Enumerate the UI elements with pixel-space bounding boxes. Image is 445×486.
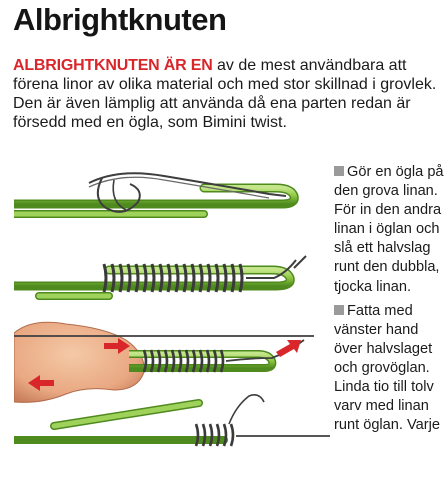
hand-shape bbox=[14, 322, 144, 402]
step-2-text: Fatta med vänster hand över halvslaget och grovöglan. Linda tio till tolv varv med linan runt öglan. Varje bbox=[334, 302, 441, 434]
step-2 bbox=[334, 302, 444, 436]
step-1 bbox=[334, 163, 444, 297]
instruction-column bbox=[334, 163, 444, 440]
bullet-square-icon bbox=[334, 166, 344, 176]
intro-body: av de mest användbara att förena linor av olika material och med stor skillnad i grovlek. Den är även lämplig att använda då ena parten redan är försedd med en ögla, som Bimini twist. bbox=[13, 57, 437, 131]
red-arrow-icon bbox=[276, 340, 301, 357]
knot-step-2-drawing bbox=[14, 256, 306, 296]
knot-step-4-drawing bbox=[14, 395, 330, 446]
knot-illustration bbox=[14, 158, 330, 486]
knot-step-3-drawing bbox=[14, 322, 314, 402]
intro-lead: ALBRIGHTKNUTEN ÄR EN bbox=[13, 57, 213, 74]
step-1-text: Gör en ögla på den grova linan. För in den andra linan i öglan och slå ett halvslag runt den dubbla, tjocka linan. bbox=[334, 164, 444, 295]
intro-paragraph bbox=[13, 56, 438, 132]
knot-step-1-drawing bbox=[14, 173, 294, 214]
article-title: Albrightknuten bbox=[13, 2, 227, 37]
bullet-square-icon bbox=[334, 305, 344, 315]
